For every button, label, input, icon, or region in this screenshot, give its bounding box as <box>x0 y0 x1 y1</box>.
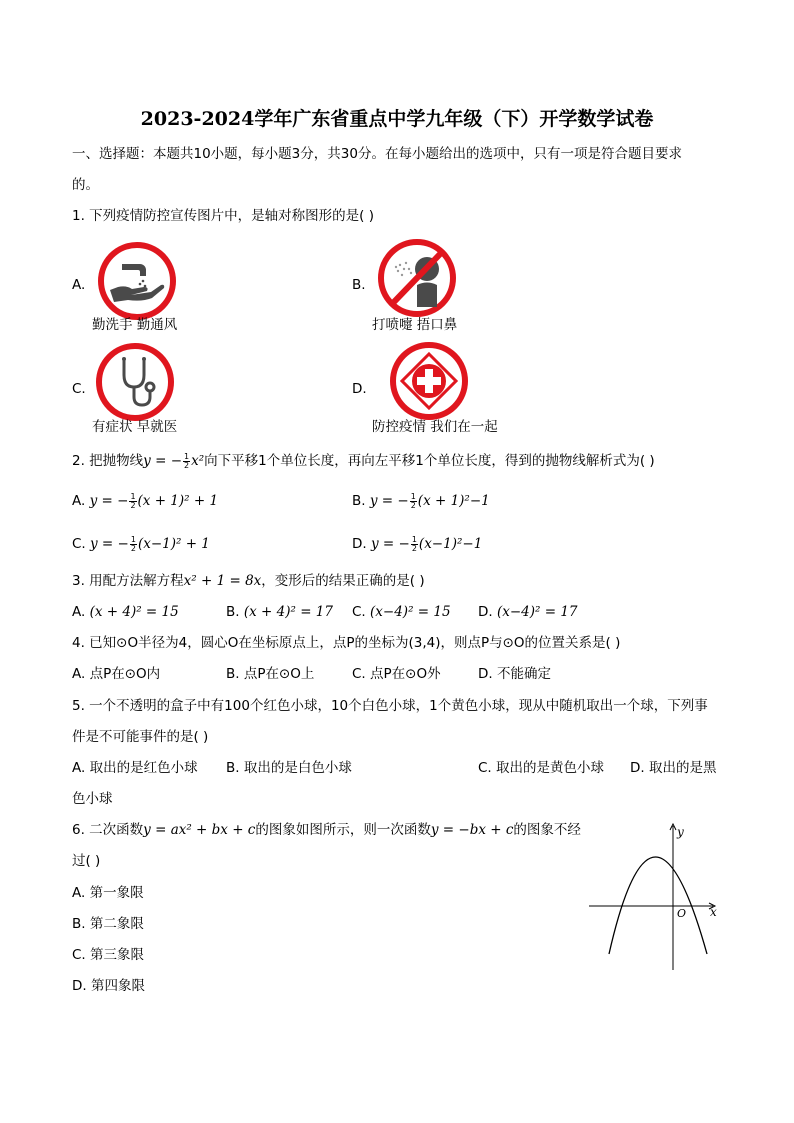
q2-option-a[interactable]: A. y = − $\frac{1}{2}$ (x + 1)² + 1 <box>72 491 219 510</box>
q3-option-a[interactable]: A. (x + 4)² = 15 <box>72 604 179 620</box>
q5-option-d-wrap: 色小球 <box>72 791 113 807</box>
q1-option-c-letter[interactable]: C. <box>72 381 86 397</box>
question-6-stem: 6. 二次函数y = ax² + bx + c的图象如图所示，则一次函数y = −bx + c的图象不经 <box>72 822 581 838</box>
parabola-graph <box>585 820 725 980</box>
q6-option-b[interactable]: B. 第二象限 <box>72 916 144 932</box>
origin-label: O <box>677 907 687 920</box>
q1-option-a-caption: 勤洗手 勤通风 <box>92 317 178 333</box>
q2-option-b[interactable]: B. y = − $\frac{1}{2}$ (x + 1)²−1 <box>352 491 490 510</box>
q1-option-d-caption: 防控疫情 我们在一起 <box>372 419 498 435</box>
stethoscope-icon <box>94 341 176 423</box>
q6-option-d[interactable]: D. 第四象限 <box>72 978 145 994</box>
red-cross-icon <box>388 340 470 422</box>
q2-option-c[interactable]: C. y = − $\frac{1}{2}$ (x−1)² + 1 <box>72 534 210 553</box>
section-heading-cont: 的。 <box>72 177 99 193</box>
q6-option-c[interactable]: C. 第三象限 <box>72 947 145 963</box>
q4-option-a[interactable]: A. 点P在⊙O内 <box>72 666 161 682</box>
question-5-stem: 5. 一个不透明的盒子中有100个红色小球，10个白色小球，1个黄色小球，现从中随机取出一个球，下列事 <box>72 698 708 714</box>
q5-option-c[interactable]: C. 取出的是黄色小球 <box>478 760 605 776</box>
q3-option-d[interactable]: D. (x−4)² = 17 <box>478 604 578 620</box>
question-1-stem: 1. 下列疫情防控宣传图片中，是轴对称图形的是( ) <box>72 208 374 224</box>
question-6-stem-cont: 过( ) <box>72 853 101 869</box>
q4-option-b[interactable]: B. 点P在⊙O上 <box>226 666 315 682</box>
q5-option-b[interactable]: B. 取出的是白色小球 <box>226 760 352 776</box>
x-axis-label: x <box>710 905 717 919</box>
question-4-stem: 4. 已知⊙O半径为4，圆心O在坐标原点上，点P的坐标为(3,4)，则点P与⊙O的位置关系是( ) <box>72 635 621 651</box>
q2-option-d[interactable]: D. y = − $\frac{1}{2}$ (x−1)²−1 <box>352 534 483 553</box>
q4-option-c[interactable]: C. 点P在⊙O外 <box>352 666 441 682</box>
q1-option-b-caption: 打喷嚏 捂口鼻 <box>372 317 458 333</box>
question-2-stem: 2. 把抛物线y = − $\frac{1}{2}$ x²向下平移1个单位长度，再向左平移1个单位长度，得到的抛物线解析式为( ) <box>72 451 655 470</box>
q5-option-d[interactable]: D. 取出的是黑 <box>630 760 717 776</box>
y-axis-label: y <box>677 825 684 839</box>
section-heading: 一、选择题：本题共10小题，每小题3分，共30分。在每小题给出的选项中，只有一项是符合题目要求 <box>72 146 682 162</box>
q6-option-a[interactable]: A. 第一象限 <box>72 885 144 901</box>
q4-option-d[interactable]: D. 不能确定 <box>478 666 551 682</box>
question-5-stem-cont: 件是不可能事件的是( ) <box>72 729 209 745</box>
q3-option-b[interactable]: B. (x + 4)² = 17 <box>226 604 333 620</box>
q1-option-b-letter[interactable]: B. <box>352 277 366 293</box>
question-3-stem: 3. 用配方法解方程x² + 1 = 8x，变形后的结果正确的是( ) <box>72 573 425 589</box>
q1-option-d-letter[interactable]: D. <box>352 381 367 397</box>
q3-option-c[interactable]: C. (x−4)² = 15 <box>352 604 451 620</box>
q1-option-c-caption: 有症状 早就医 <box>92 419 178 435</box>
hand-washing-icon <box>96 240 178 322</box>
no-sneezing-icon <box>376 237 458 319</box>
q1-option-a-letter[interactable]: A. <box>72 277 86 293</box>
q5-option-a[interactable]: A. 取出的是红色小球 <box>72 760 198 776</box>
page-title: 2023-2024学年广东省重点中学九年级（下）开学数学试卷 <box>140 108 654 130</box>
